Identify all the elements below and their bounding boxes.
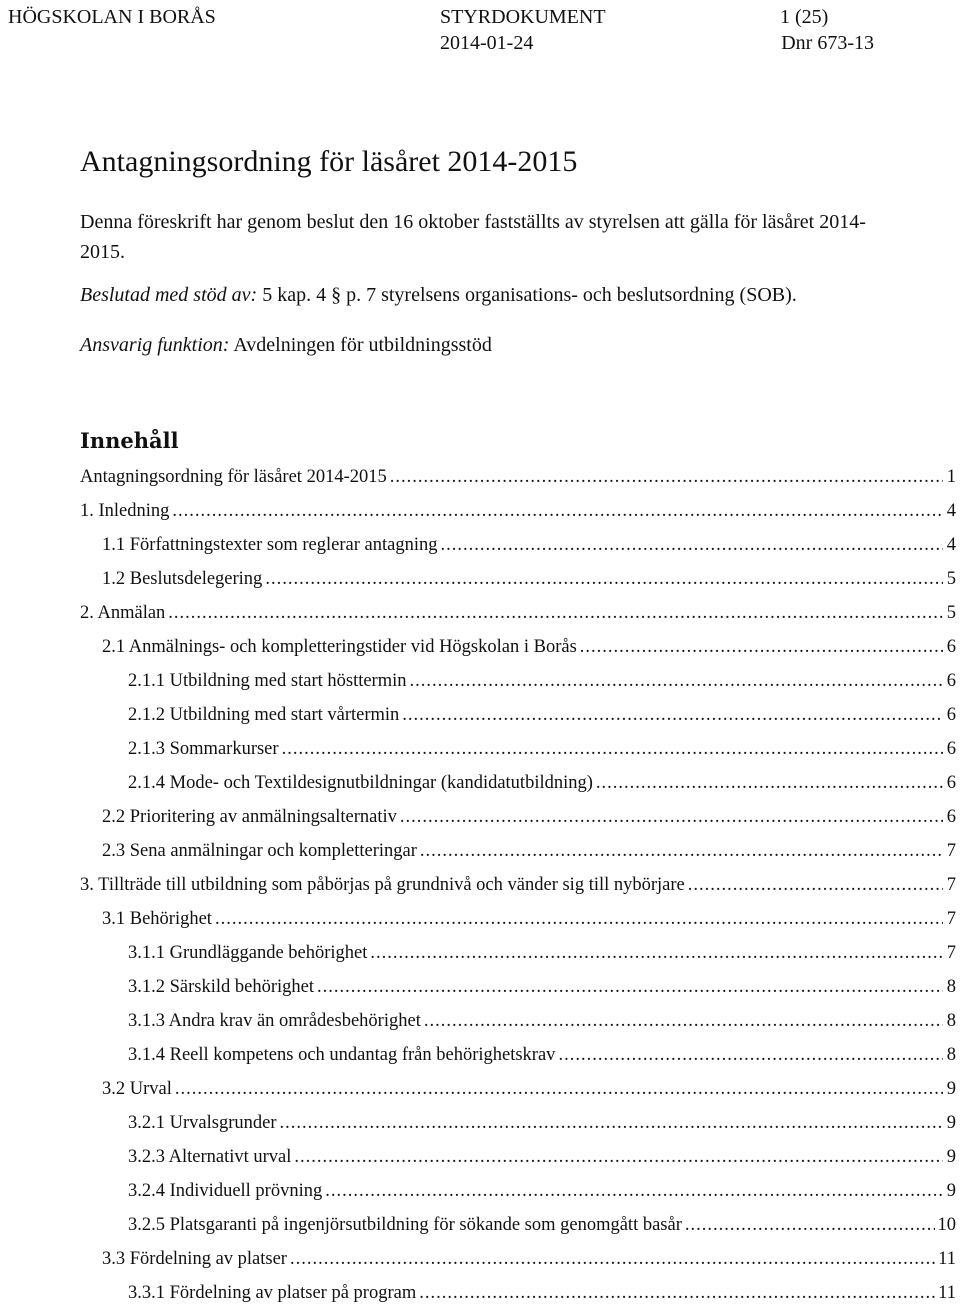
toc-entry-title: 2.1 Anmälnings- och kompletteringstider vid Högskolan i Borås (102, 637, 577, 657)
toc-entry-title: 2.3 Sena anmälningar och kompletteringar (102, 841, 417, 861)
toc-entry-page: 5 (946, 569, 956, 589)
toc-entry-page: 6 (946, 671, 956, 691)
toc-entry[interactable] (80, 1072, 956, 1106)
toc-entry-page: 7 (946, 909, 956, 929)
decided-by-value: 5 kap. 4 § p. 7 styrelsens organisations- och beslutsordning (SOB). (262, 284, 797, 306)
toc-leader (685, 1208, 935, 1242)
toc-entry-page: 9 (946, 1113, 956, 1133)
toc-entry[interactable] (80, 1106, 956, 1140)
toc-leader (172, 494, 943, 528)
toc-entry[interactable] (80, 1174, 956, 1208)
toc-entry-page: 5 (946, 603, 956, 623)
toc-entry[interactable] (80, 596, 956, 630)
toc-leader (175, 1072, 943, 1106)
toc-leader (168, 596, 943, 630)
document-type: STYRDOKUMENT (440, 6, 606, 28)
toc-entry-title: 3.1.1 Grundläggande behörighet (128, 943, 368, 963)
toc-leader (596, 766, 943, 800)
toc-entry[interactable] (80, 494, 956, 528)
toc-entry[interactable] (80, 1208, 956, 1242)
toc-entry-title: 2.1.1 Utbildning med start hösttermin (128, 671, 407, 691)
table-of-contents (80, 460, 956, 1310)
toc-leader (279, 1106, 943, 1140)
toc-leader (440, 528, 943, 562)
toc-leader (325, 1174, 943, 1208)
toc-entry-page: 9 (946, 1079, 956, 1099)
toc-leader (370, 936, 943, 970)
toc-entry-page: 11 (938, 1249, 956, 1269)
toc-entry-title: 3.2.1 Urvalsgrunder (128, 1113, 277, 1133)
decided-by-line (80, 284, 797, 307)
toc-leader (688, 868, 943, 902)
toc-entry[interactable] (80, 1140, 956, 1174)
toc-entry-page: 6 (946, 637, 956, 657)
toc-entry-page: 9 (946, 1147, 956, 1167)
toc-entry-title: 3. Tillträde till utbildning som påbörjas på grundnivå och vänder sig till nybörjare (80, 875, 685, 895)
document-header (0, 0, 960, 60)
toc-entry-page: 8 (946, 1045, 956, 1065)
toc-leader (265, 562, 943, 596)
toc-leader (294, 1140, 943, 1174)
page-number: 1 (25) (780, 6, 829, 28)
toc-entry-title: 3.2.3 Alternativt urval (128, 1147, 292, 1167)
toc-entry[interactable] (80, 902, 956, 936)
toc-entry-title: 1. Inledning (80, 501, 170, 521)
toc-entry-title: 3.1 Behörighet (102, 909, 212, 929)
toc-leader (580, 630, 943, 664)
toc-entry[interactable] (80, 1242, 956, 1276)
toc-entry-title: Antagningsordning för läsåret 2014-2015 (80, 467, 387, 487)
toc-entry-title: 3.3.1 Fördelning av platser på program (128, 1283, 417, 1303)
toc-entry[interactable] (80, 528, 956, 562)
toc-leader (400, 800, 943, 834)
toc-entry-page: 8 (946, 977, 956, 997)
toc-entry-page: 7 (946, 841, 956, 861)
toc-leader (317, 970, 943, 1004)
toc-entry-title: 2.2 Prioritering av anmälningsalternativ (102, 807, 397, 827)
document-date: 2014-01-24 (440, 32, 534, 54)
toc-entry-page: 1 (946, 467, 956, 487)
toc-entry-page: 6 (946, 705, 956, 725)
toc-entry-page: 6 (946, 739, 956, 759)
toc-leader (420, 834, 943, 868)
toc-entry-title: 3.3 Fördelning av platser (102, 1249, 287, 1269)
toc-entry-title: 3.1.4 Reell kompetens och undantag från behörighetskrav (128, 1045, 556, 1065)
toc-entry-title: 1.2 Beslutsdelegering (102, 569, 263, 589)
registration-number: Dnr 673-13 (781, 32, 874, 54)
toc-entry[interactable] (80, 766, 956, 800)
toc-entry-title: 2.1.3 Sommarkurser (128, 739, 279, 759)
toc-leader (558, 1038, 943, 1072)
toc-entry[interactable] (80, 1038, 956, 1072)
toc-entry-title: 3.2.4 Individuell prövning (128, 1181, 323, 1201)
toc-entry[interactable] (80, 1276, 956, 1310)
toc-leader (419, 1276, 935, 1310)
toc-entry[interactable] (80, 800, 956, 834)
toc-leader (290, 1242, 935, 1276)
toc-entry[interactable] (80, 664, 956, 698)
responsible-function-value: Avdelningen för utbildningsstöd (233, 334, 492, 356)
toc-leader (410, 664, 943, 698)
toc-entry-title: 3.1.2 Särskild behörighet (128, 977, 315, 997)
toc-entry[interactable] (80, 970, 956, 1004)
toc-leader (282, 732, 943, 766)
toc-entry[interactable] (80, 732, 956, 766)
toc-entry-title: 3.2.5 Platsgaranti på ingenjörsutbildning för sökande som genomgått basår (128, 1215, 682, 1235)
toc-entry-page: 4 (946, 501, 956, 521)
toc-entry-page: 11 (938, 1283, 956, 1303)
toc-leader (215, 902, 943, 936)
toc-entry-page: 4 (946, 535, 956, 555)
toc-heading: Innehåll (80, 428, 179, 453)
toc-entry[interactable] (80, 630, 956, 664)
toc-entry-page: 7 (946, 875, 956, 895)
toc-entry-title: 3.1.3 Andra krav än områdesbehörighet (128, 1011, 421, 1031)
toc-entry-page: 6 (946, 807, 956, 827)
toc-entry[interactable] (80, 936, 956, 970)
toc-entry[interactable] (80, 1004, 956, 1038)
toc-entry-page: 10 (937, 1215, 956, 1235)
toc-entry[interactable] (80, 868, 956, 902)
toc-entry-page: 8 (946, 1011, 956, 1031)
toc-leader (402, 698, 943, 732)
toc-entry-title: 2.1.2 Utbildning med start vårtermin (128, 705, 400, 725)
toc-entry-page: 6 (946, 773, 956, 793)
toc-entry-title: 3.2 Urval (102, 1079, 172, 1099)
toc-entry-title: 2.1.4 Mode- och Textildesignutbildningar (kandidatutbildning) (128, 773, 593, 793)
toc-entry[interactable] (80, 698, 956, 732)
toc-leader (390, 460, 943, 494)
page-title: Antagningsordning för läsåret 2014-2015 (80, 145, 578, 178)
toc-leader (424, 1004, 943, 1038)
decided-by-label: Beslutad med stöd av: (80, 284, 258, 306)
responsible-function-line (80, 334, 492, 357)
toc-entry-page: 9 (946, 1181, 956, 1201)
toc-entry-title: 1.1 Författningstexter som reglerar antagning (102, 535, 438, 555)
toc-entry[interactable] (80, 460, 956, 494)
responsible-function-label: Ansvarig funktion: (80, 334, 230, 356)
toc-entry[interactable] (80, 834, 956, 868)
toc-entry-page: 7 (946, 943, 956, 963)
toc-entry[interactable] (80, 562, 956, 596)
organization-name: HÖGSKOLAN I BORÅS (8, 6, 216, 28)
toc-entry-title: 2. Anmälan (80, 603, 166, 623)
intro-paragraph: Denna föreskrift har genom beslut den 16 oktober fastställts av styrelsen att gälla för läsåret 2014-2015. (80, 211, 866, 263)
